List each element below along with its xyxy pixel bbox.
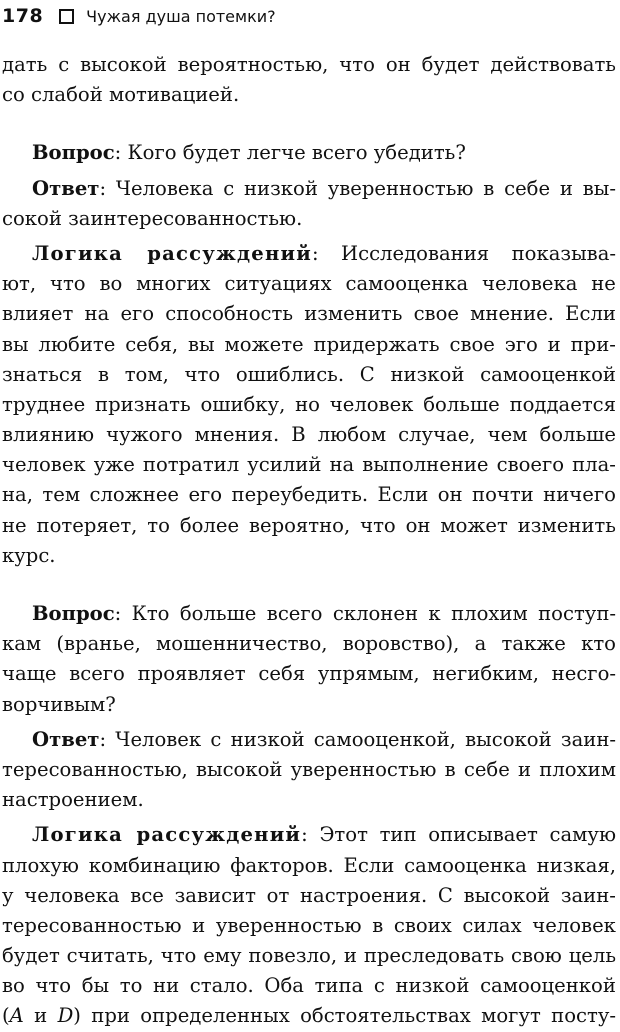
text-line: сокой заинтересованностью. [2,206,303,230]
text-line: настроением. [2,788,144,812]
text-line: ворчивым? [2,692,116,716]
text-line: на, тем сложнее его переубедить. Если он почти ничего [2,483,616,507]
text-line: дать с высокой вероятностью, что он будет действовать [2,53,616,76]
text-line: со слабой мотивацией. [2,83,240,107]
text-line: кам (вранье, мошенничество, воровство), а также кто [2,632,616,656]
text-line: знаться в том, что ошиблись. С низкой самооценкой [2,362,616,386]
logic-text: : Исследования показыва- [311,241,616,265]
text-line: влияет на его способность изменить свое мнение. Если [2,302,616,326]
answer-label: Ответ [32,176,100,200]
text-line: не потеряет, то более вероятно, что он может изменить [2,513,616,537]
text-line: ют, что во многих ситуациях самооценка человека не [2,272,616,296]
square-bullet-icon [59,9,74,24]
answer-text: : Человека с низкой уверенностью в себе и вы- [99,176,616,200]
running-title: Чужая душа потемки? [86,6,276,26]
text-line: чаще всего проявляет себя упрямым, негибким, несго- [2,662,616,686]
question-text: : Кто больше всего склонен к плохим поступ- [114,602,616,625]
text-line: тересованностью и уверенностью в своих силах человек [2,913,616,937]
text-line: влиянию чужого мнения. В любом случае, чем больше [2,423,616,447]
question-2-first-line [2,599,616,629]
answer-1-first-line [2,174,616,204]
text-line: будет считать, что ему повезло, и преследовать свою цель [2,944,616,968]
text-line: труднее признать ошибку, но человек больше поддается [2,392,616,416]
answer-label: Ответ [32,727,100,751]
logic-label: Логика рассуждений [32,823,302,847]
text-line: тересованностью, высокой уверенностью в себе и плохим [2,757,616,781]
logic-text: : Этот тип описывает самую [301,823,617,847]
logic-label: Логика рассуждений [32,241,312,265]
text-line: (A и D) при определенных обстоятельствах могут посту- [2,1004,616,1028]
question-text: : Кого будет легче всего убедить? [114,141,466,165]
text-line: во что бы то ни стало. Оба типа с низкой самооценкой [2,974,616,998]
text-line: плохую комбинацию факторов. Если самооценка низкая, [2,853,616,877]
text-line: курс. [2,543,56,567]
answer-2-first-line [2,725,616,755]
page-text [2,50,616,1032]
answer-text: : Человек с низкой самооценкой, высокой заин- [99,727,616,751]
type-d-label: D [57,1004,74,1028]
logic-1-first-line [2,239,616,269]
page-number: 178 [2,5,44,27]
text-line: у человека все зависит от настроения. С высокой заин- [2,883,616,907]
text-line: вы любите себя, вы можете придержать свое эго и при- [2,332,616,356]
question-label: Вопрос [32,141,115,165]
page-header [2,2,276,30]
text-line: человек уже потратил усилий на выполнение своего пла- [2,453,616,477]
question-label: Вопрос [32,602,115,625]
logic-2-first-line [2,820,616,850]
type-a-label: A [9,1004,24,1028]
question-1 [2,138,616,168]
